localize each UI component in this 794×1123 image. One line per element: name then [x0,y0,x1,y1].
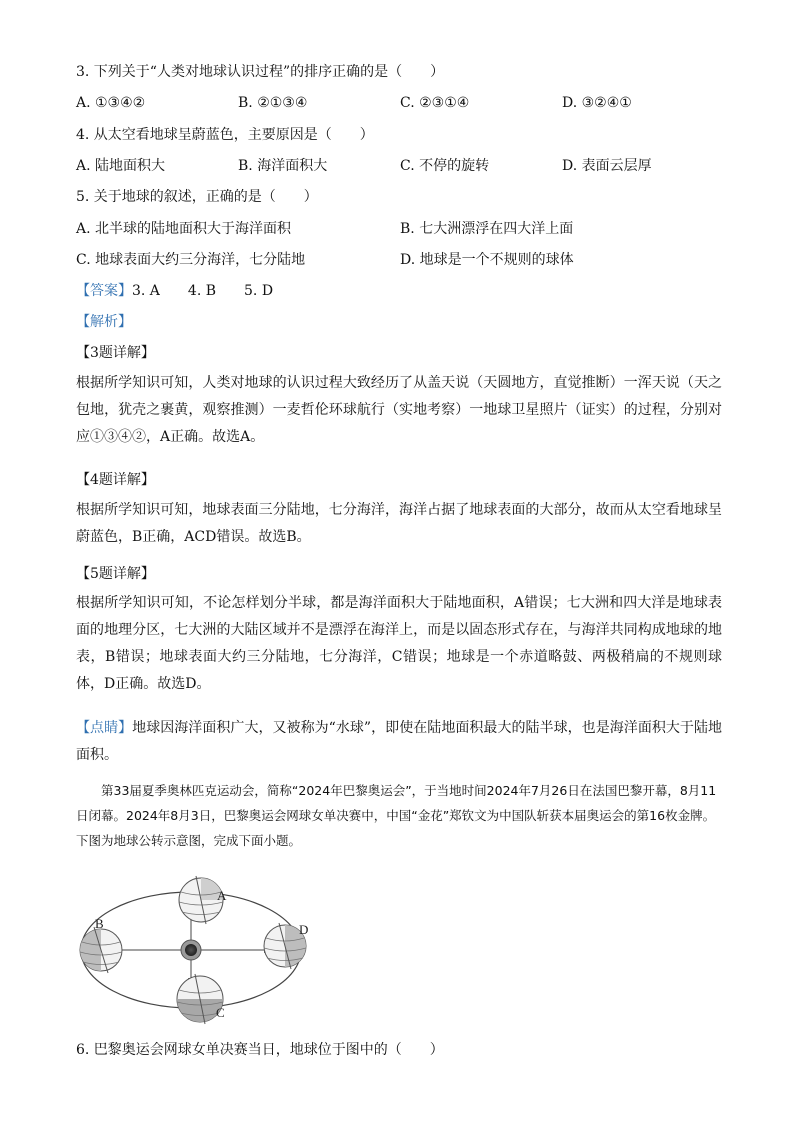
detail-4-title: 【4题详解】 [76,472,155,488]
answer-label: 【答案】 [76,283,132,299]
answer-text: 3. A 4. B 5. D [132,283,274,299]
q4-stem: 4. 从太空看地球呈蔚蓝色，主要原因是（ ） [76,127,374,143]
label-c: C [216,1005,225,1020]
detail-3-title: 【3题详解】 [76,345,155,361]
detail-5-title: 【5题详解】 [76,566,155,582]
label-a: A [217,888,227,903]
q5-option-b: B. 七大洲漂浮在四大洋上面 [400,221,574,237]
q4-option-c: C. 不停的旋转 [400,158,490,174]
analysis-label: 【解析】 [76,314,132,330]
earth-orbit-diagram [76,872,326,1027]
q5-option-a: A. 北半球的陆地面积大于海洋面积 [76,221,292,237]
q3-option-a: A. ①③④② [76,95,146,111]
q4-option-d: D. 表面云层厚 [562,158,652,174]
q3-option-c: C. ②③①④ [400,95,470,111]
q6-stem: 6. 巴黎奥运会网球女单决赛当日，地球位于图中的（ ） [76,1042,444,1058]
earth-b-icon [80,927,122,973]
label-d: D [299,922,309,937]
sun-icon [185,944,197,956]
q5-option-c: C. 地球表面大约三分海洋，七分陆地 [76,252,306,268]
tip-label: 【点睛】 [76,720,133,736]
intro-passage: 第33届夏季奥林匹克运动会，简称“2024年巴黎奥运会”，于当地时间2024年7月26日在法国巴黎开幕，8月11日闭幕。2024年8月3日，巴黎奥运会网球女单决赛中，中国“金花”郑钦文为中国队斩获本届奥运会的第16枚金牌。下图为地球公转示意图，完成下面小题。 [76,783,717,848]
q5-option-d: D. 地球是一个不规则的球体 [400,252,574,268]
q4-option-b: B. 海洋面积大 [238,158,328,174]
detail-4-text: 根据所学知识可知，地球表面三分陆地，七分海洋，海洋占据了地球表面的大部分，故而从太空看地球呈蔚蓝色，B正确，ACD错误。故选B。 [76,502,722,545]
q5-stem: 5. 关于地球的叙述，正确的是（ ） [76,189,318,205]
q3-option-d: D. ③②④① [562,95,632,111]
label-b: B [95,916,104,931]
detail-5-text: 根据所学知识可知，不论怎样划分半球，都是海洋面积大于陆地面积，A错误；七大洲和四大洋是地球表面的地理分区，七大洲的大陆区域并不是漂浮在海洋上，而是以固态形式存在，与海洋共同构成地球的地表，B错误；地球表面大约三分陆地，七分海洋，C错误；地球是一个赤道略鼓、两极稍扁的不规则球体，D正确。故选D。 [76,595,722,692]
detail-3-text: 根据所学知识可知，人类对地球的认识过程大致经历了从盖天说（天圆地方，直觉推断）一浑天说（天之包地，犹壳之裹黄，观察推测）一麦哲伦环球航行（实地考察）一地球卫星照片（证实）的过程，分别对应①③④②，A正确。故选A。 [76,375,722,445]
answer-line [76,281,273,301]
q3-stem: 3. 下列关于“人类对地球认识过程”的排序正确的是（ ） [76,64,445,80]
q4-option-a: A. 陆地面积大 [76,158,166,174]
tip-text: 地球因海洋面积广大，又被称为“水球”，即使在陆地面积最大的陆半球，也是海洋面积大于陆地面积。 [76,720,723,763]
tip-paragraph [76,715,722,769]
q3-option-b: B. ②①③④ [238,95,308,111]
